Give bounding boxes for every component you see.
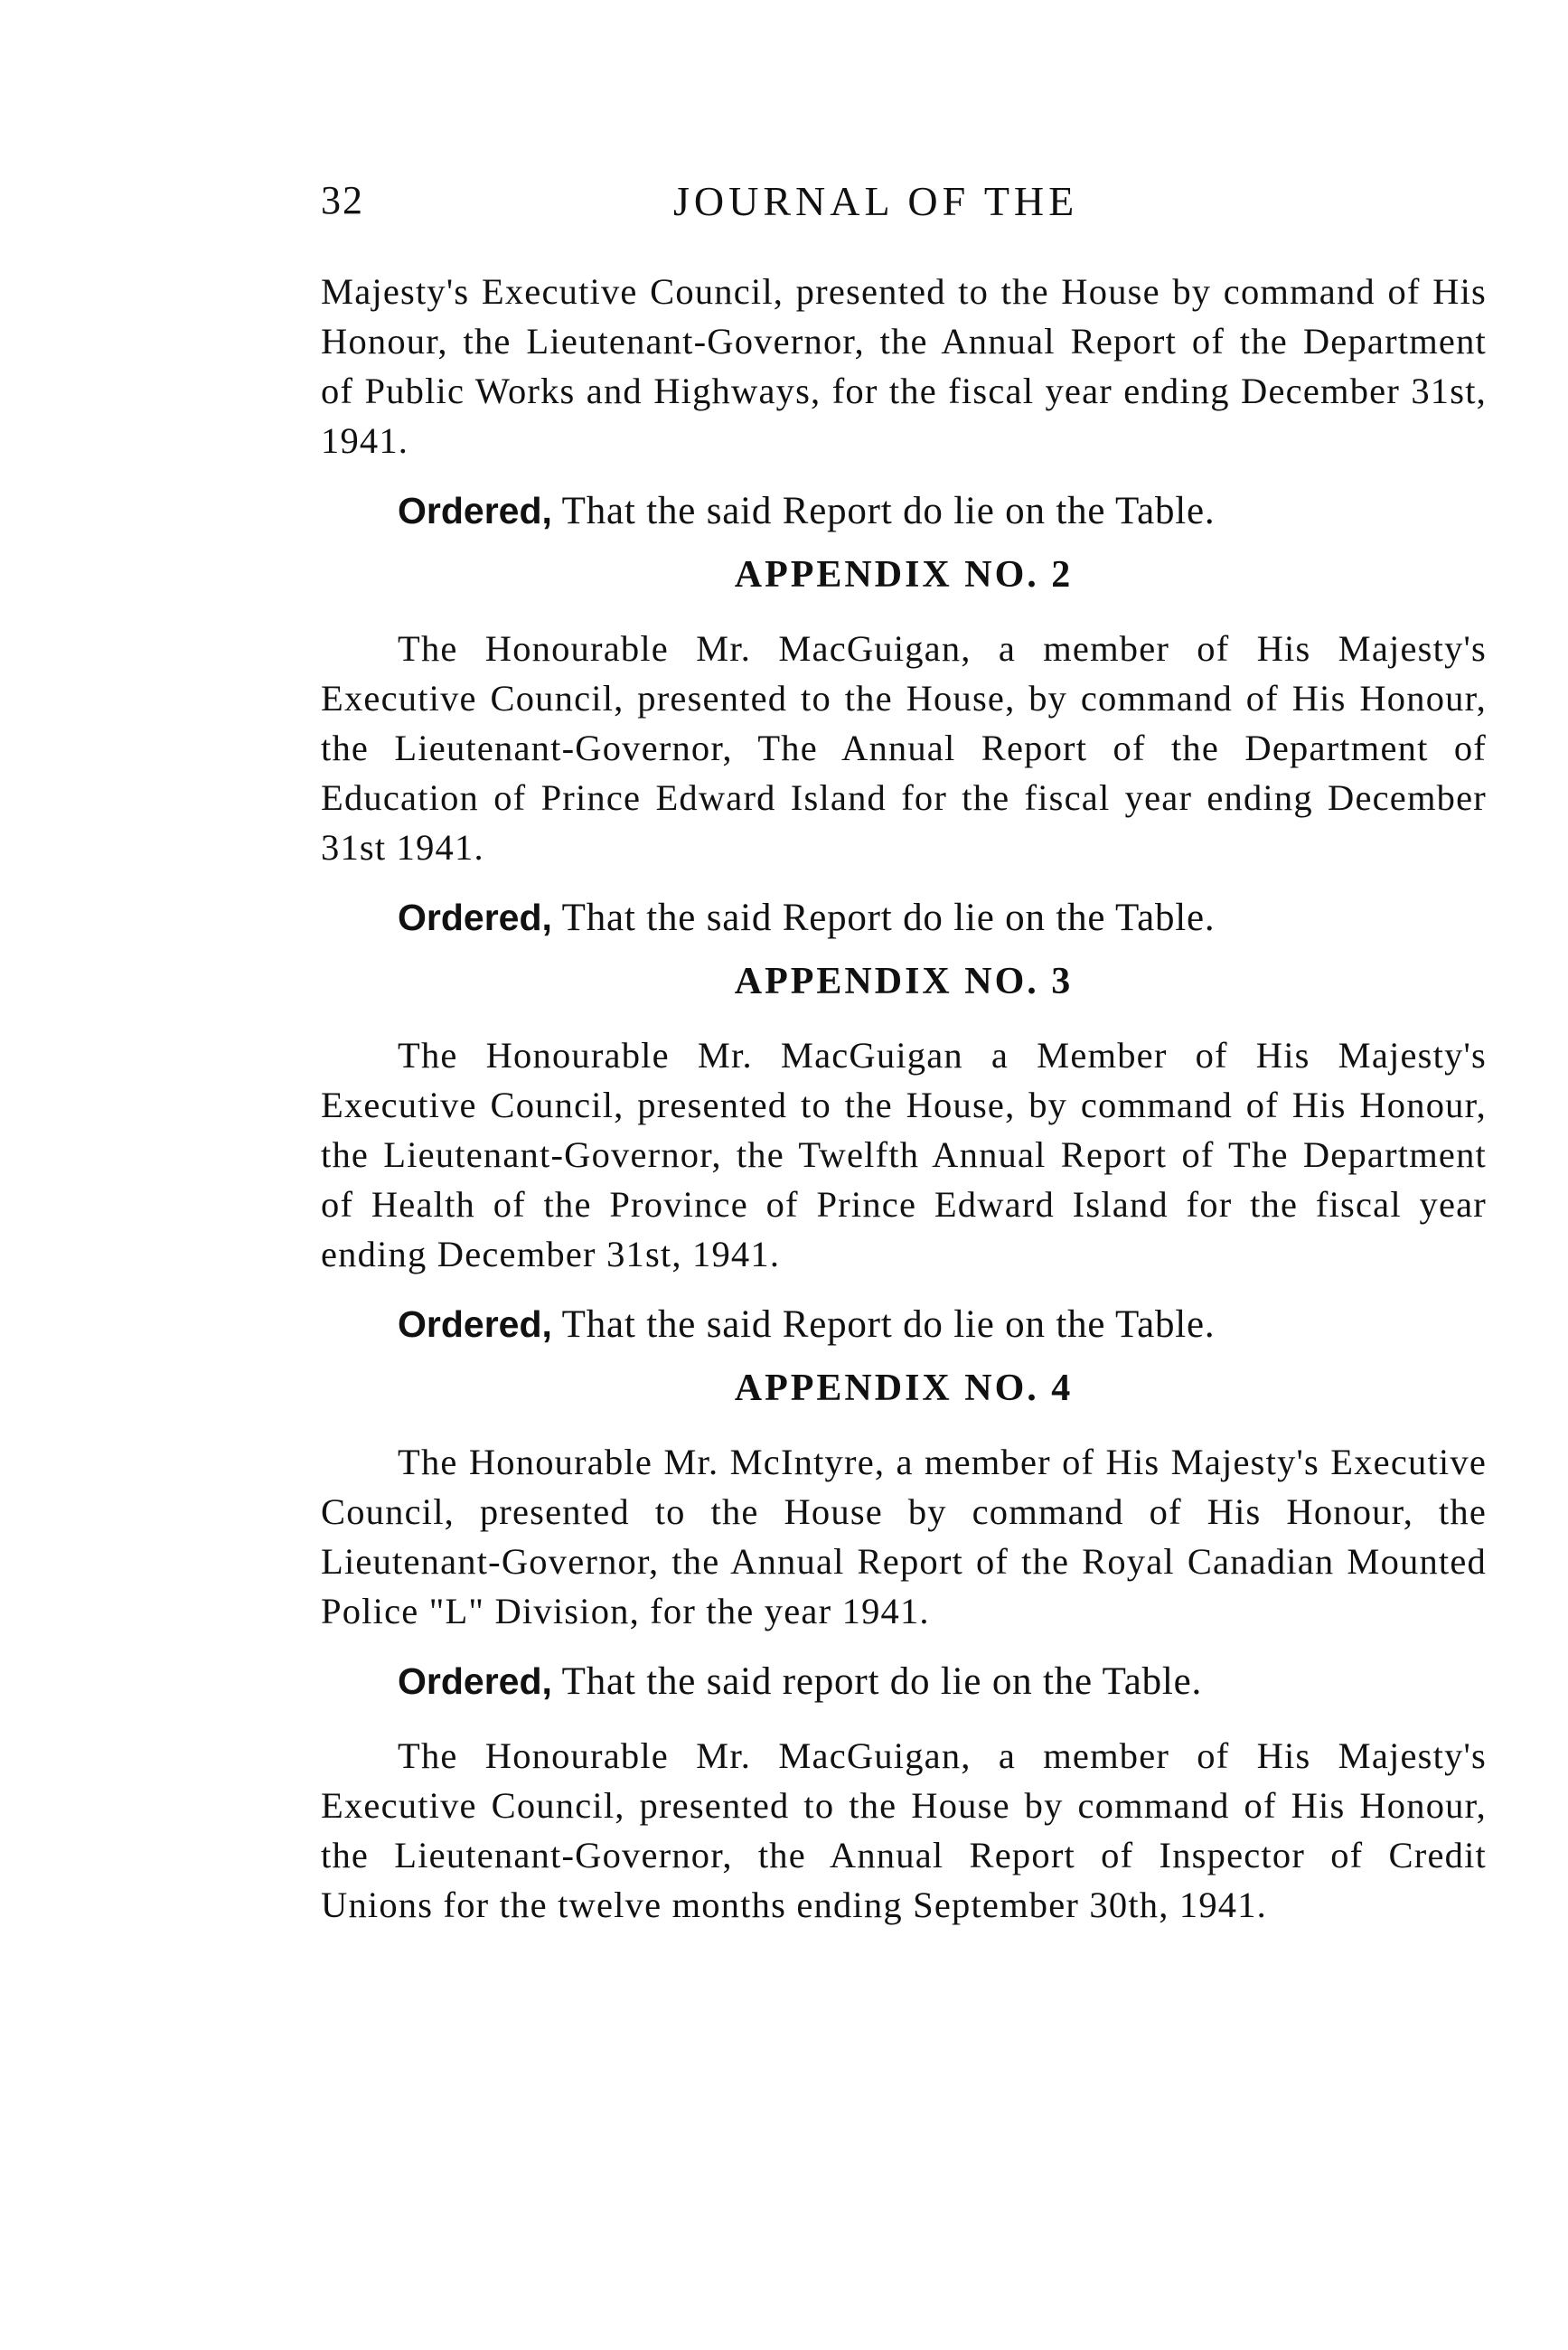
ordered-clause [321, 485, 1487, 537]
running-head [321, 177, 1487, 240]
journal-title: JOURNAL OF THE [673, 178, 1079, 224]
appendix-heading-4: APPENDIX NO. 4 [734, 1368, 1074, 1409]
paragraph-public-works-report: Majesty's Executive Council, presented to the House by command of His Honour, the Lieutenant-Governor, the Annual Report of the Department of Public Works and Highways, for the fiscal year ending December 31st, 1941. [321, 271, 1487, 461]
ordered-label: Ordered, [398, 1303, 552, 1345]
ordered-text: That the said Report do lie on the Table. [561, 490, 1216, 532]
body-text [321, 267, 1487, 1930]
paragraph-health-report: The Honourable Mr. MacGuigan a Member of His Majesty's Executive Council, presented to the House, by command of His Honour, the Lieutenant-Governor, the Twelfth Annual Report of The Department of Health of the Province of Prince Edward Island for the fiscal year ending December 31st, 1941. [321, 1035, 1487, 1274]
ordered-clause [321, 1299, 1487, 1350]
ordered-label: Ordered, [398, 897, 552, 938]
ordered-label: Ordered, [398, 1660, 552, 1702]
paragraph-credit-unions-report: The Honourable Mr. MacGuigan, a member of His Majesty's Executive Council, presented to the House by command of His Honour, the Lieutenant-Governor, the Annual Report of Inspector of Credit Unions for the twelve months ending September 30th, 1941. [321, 1735, 1487, 1925]
ordered-text: That the said Report do lie on the Table. [561, 897, 1216, 939]
ordered-clause [321, 1656, 1487, 1707]
paragraph-education-report: The Honourable Mr. MacGuigan, a member of His Majesty's Executive Council, presented to the House, by command of His Honour, the Lieutenant-Governor, The Annual Report of the Department of Education of Prince Edward Island for the fiscal year ending December 31st 1941. [321, 628, 1487, 868]
ordered-clause [321, 892, 1487, 944]
appendix-heading-3: APPENDIX NO. 3 [734, 961, 1074, 1002]
paragraph-rcmp-report: The Honourable Mr. McIntyre, a member of His Majesty's Executive Council, presented to the House by command of His Honour, the Lieutenant-Governor, the Annual Report of the Royal Canadian Mounted Police "L" Division, for the year 1941. [321, 1442, 1487, 1631]
page-number: 32 [321, 178, 364, 222]
ordered-text: That the said report do lie on the Table. [561, 1660, 1203, 1703]
appendix-heading-2: APPENDIX NO. 2 [734, 554, 1074, 596]
ordered-text: That the said Report do lie on the Table. [561, 1303, 1216, 1346]
ordered-label: Ordered, [398, 490, 552, 531]
